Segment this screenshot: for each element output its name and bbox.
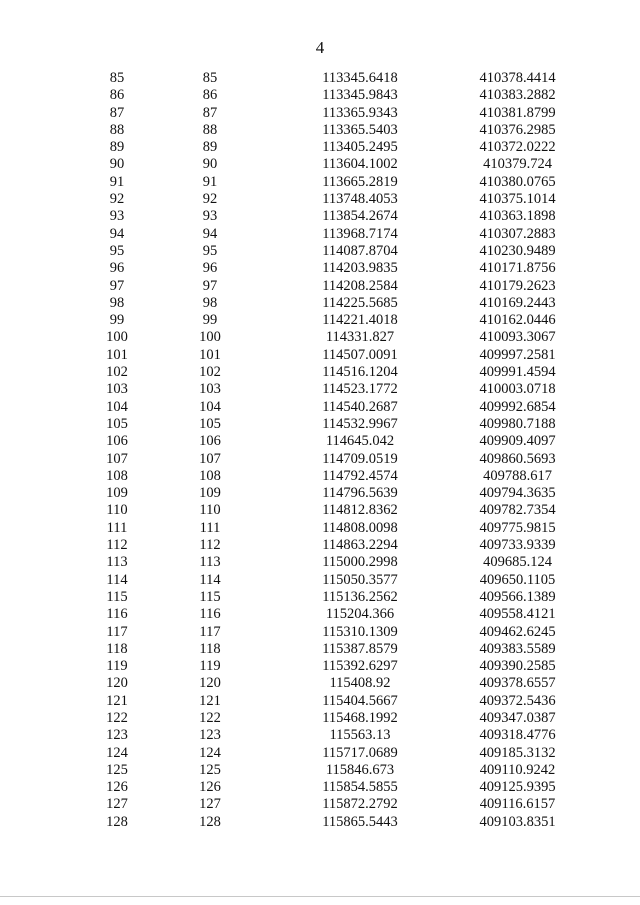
point-number-cell: 128 [106,813,128,830]
table-row [0,105,640,122]
point-number-cell: 99 [109,312,125,329]
table-row [0,312,640,329]
x-coordinate-cell: 114792.4574 [322,467,398,484]
coordinates-table [0,70,640,831]
y-coordinate-cell: 409116.6157 [479,796,556,813]
point-number-cell: 114 [199,571,221,588]
point-number-cell: 118 [199,640,221,657]
x-coordinate-cell: 113748.4053 [322,191,398,208]
x-coordinate-cell: 113365.5403 [322,121,398,138]
point-number-cell: 116 [199,606,221,623]
x-coordinate-cell: 115872.2792 [322,796,398,813]
x-coordinate-cell: 115387.8579 [322,640,398,657]
x-coordinate-cell: 115865.5443 [322,813,398,830]
y-coordinate-cell: 409378.6557 [479,675,556,692]
table-row [0,589,640,606]
y-coordinate-cell: 410363.1898 [479,208,556,225]
point-number-cell: 109 [106,485,128,502]
table-row [0,260,640,277]
x-coordinate-cell: 114516.1204 [322,364,398,381]
y-coordinate-cell: 410378.4414 [479,70,556,86]
point-number-cell: 101 [199,346,221,363]
x-coordinate-cell: 114203.9835 [322,260,398,277]
point-number-cell: 94 [109,225,125,242]
y-coordinate-cell: 410171.8756 [479,260,556,277]
point-number-cell: 123 [106,727,128,744]
point-number-cell: 122 [199,709,221,726]
point-number-cell: 119 [199,658,221,675]
x-coordinate-cell: 113854.2674 [322,208,398,225]
x-coordinate-cell: 114208.2584 [322,277,398,294]
table-row [0,399,640,416]
point-number-cell: 120 [106,675,128,692]
x-coordinate-cell: 113405.2495 [322,139,398,156]
point-number-cell: 96 [109,260,125,277]
table-row [0,278,640,295]
table-row [0,139,640,156]
y-coordinate-cell: 409558.4121 [479,606,556,623]
point-number-cell: 108 [199,467,221,484]
y-coordinate-cell: 409318.4776 [479,727,556,744]
table-row [0,554,640,571]
y-coordinate-cell: 409685.124 [483,554,552,571]
x-coordinate-cell: 115468.1992 [322,709,398,726]
point-number-cell: 107 [106,450,128,467]
point-number-cell: 106 [199,433,221,450]
point-number-cell: 122 [106,709,128,726]
table-row [0,381,640,398]
y-coordinate-cell: 409125.9395 [479,779,556,796]
x-coordinate-cell: 114087.8704 [322,242,398,259]
point-number-cell: 125 [106,761,128,778]
y-coordinate-cell: 410003.0718 [479,381,556,398]
point-number-cell: 93 [202,208,218,225]
x-coordinate-cell: 114225.5685 [322,294,398,311]
point-number-cell: 118 [106,640,128,657]
point-number-cell: 101 [106,346,128,363]
point-number-cell: 95 [202,242,218,259]
x-coordinate-cell: 115408.92 [329,675,391,692]
x-coordinate-cell: 113665.2819 [322,173,398,190]
point-number-cell: 114 [106,571,128,588]
table-row [0,762,640,779]
table-row [0,796,640,813]
y-coordinate-cell: 409860.5693 [479,450,556,467]
point-number-cell: 109 [199,485,221,502]
point-number-cell: 99 [202,312,218,329]
point-number-cell: 102 [106,364,128,381]
y-coordinate-cell: 409782.7354 [479,502,556,519]
point-number-cell: 90 [109,156,125,173]
table-row [0,295,640,312]
table-row [0,243,640,260]
point-number-cell: 96 [202,260,218,277]
point-number-cell: 103 [199,381,221,398]
x-coordinate-cell: 114221.4018 [322,312,398,329]
table-row [0,329,640,346]
table-row [0,451,640,468]
y-coordinate-cell: 409794.3635 [479,485,556,502]
point-number-cell: 95 [109,242,125,259]
y-coordinate-cell: 409383.5589 [479,640,556,657]
table-row [0,520,640,537]
table-row [0,693,640,710]
point-number-cell: 117 [106,623,128,640]
y-coordinate-cell: 410379.724 [483,156,552,173]
y-coordinate-cell: 409980.7188 [479,415,556,432]
point-number-cell: 112 [106,537,128,554]
point-number-cell: 117 [199,623,221,640]
point-number-cell: 87 [202,104,218,121]
point-number-cell: 86 [109,87,125,104]
point-number-cell: 91 [202,173,218,190]
table-row [0,347,640,364]
table-row [0,226,640,243]
y-coordinate-cell: 409650.1105 [479,571,556,588]
y-coordinate-cell: 410375.1014 [479,191,556,208]
point-number-cell: 125 [199,761,221,778]
x-coordinate-cell: 114532.9967 [322,415,398,432]
point-number-cell: 100 [106,329,128,346]
table-row [0,416,640,433]
y-coordinate-cell: 409110.9242 [479,761,556,778]
table-row [0,485,640,502]
point-number-cell: 85 [202,70,218,86]
point-number-cell: 104 [106,398,128,415]
table-row [0,87,640,104]
point-number-cell: 90 [202,156,218,173]
page-bottom-rule [0,896,640,897]
y-coordinate-cell: 409997.2581 [479,346,556,363]
table-row [0,624,640,641]
point-number-cell: 98 [202,294,218,311]
point-number-cell: 85 [109,70,125,86]
x-coordinate-cell: 114507.0091 [322,346,398,363]
point-number-cell: 94 [202,225,218,242]
point-number-cell: 89 [109,139,125,156]
y-coordinate-cell: 409991.4594 [479,364,556,381]
table-row [0,745,640,762]
point-number-cell: 119 [106,658,128,675]
table-row [0,537,640,554]
point-number-cell: 92 [109,191,125,208]
point-number-cell: 127 [106,796,128,813]
table-row [0,606,640,623]
table-row [0,208,640,225]
point-number-cell: 112 [199,537,221,554]
table-row [0,641,640,658]
point-number-cell: 113 [106,554,128,571]
y-coordinate-cell: 409733.9339 [479,537,556,554]
point-number-cell: 107 [199,450,221,467]
x-coordinate-cell: 113345.9843 [322,87,398,104]
x-coordinate-cell: 115717.0689 [322,744,398,761]
x-coordinate-cell: 113345.6418 [322,70,398,86]
x-coordinate-cell: 115846.673 [325,761,395,778]
y-coordinate-cell: 410381.8799 [479,104,556,121]
table-row [0,468,640,485]
point-number-cell: 98 [109,294,125,311]
table-row [0,174,640,191]
table-row [0,814,640,831]
y-coordinate-cell: 409347.0387 [479,709,556,726]
x-coordinate-cell: 114812.8362 [322,502,398,519]
table-row [0,658,640,675]
x-coordinate-cell: 114540.2687 [322,398,398,415]
x-coordinate-cell: 114808.0098 [322,519,398,536]
point-number-cell: 87 [109,104,125,121]
y-coordinate-cell: 409103.8351 [479,813,556,830]
y-coordinate-cell: 410169.2443 [479,294,556,311]
point-number-cell: 126 [199,779,221,796]
x-coordinate-cell: 115136.2562 [322,588,398,605]
y-coordinate-cell: 409909.4097 [479,433,556,450]
point-number-cell: 120 [199,675,221,692]
y-coordinate-cell: 410307.2883 [479,225,556,242]
x-coordinate-cell: 115404.5667 [322,692,398,709]
table-row [0,779,640,796]
y-coordinate-cell: 410376.2985 [479,121,556,138]
point-number-cell: 110 [199,502,221,519]
table-row [0,727,640,744]
table-row [0,156,640,173]
x-coordinate-cell: 113604.1002 [322,156,398,173]
table-row [0,122,640,139]
table-row [0,675,640,692]
x-coordinate-cell: 115000.2998 [322,554,398,571]
y-coordinate-cell: 409372.5436 [479,692,556,709]
table-row [0,710,640,727]
point-number-cell: 121 [106,692,128,709]
table-row [0,364,640,381]
x-coordinate-cell: 113365.9343 [322,104,398,121]
point-number-cell: 89 [202,139,218,156]
point-number-cell: 113 [199,554,221,571]
point-number-cell: 111 [106,519,128,536]
point-number-cell: 127 [199,796,221,813]
y-coordinate-cell: 409992.6854 [479,398,556,415]
page-number: 4 [315,38,325,57]
point-number-cell: 115 [199,588,221,605]
y-coordinate-cell: 410372.0222 [479,139,556,156]
y-coordinate-cell: 409566.1389 [479,588,556,605]
point-number-cell: 100 [199,329,221,346]
x-coordinate-cell: 114331.827 [325,329,395,346]
point-number-cell: 91 [109,173,125,190]
point-number-cell: 116 [106,606,128,623]
point-number-cell: 121 [199,692,221,709]
table-row [0,433,640,450]
x-coordinate-cell: 114796.5639 [322,485,398,502]
point-number-cell: 126 [106,779,128,796]
y-coordinate-cell: 410230.9489 [479,242,556,259]
point-number-cell: 86 [202,87,218,104]
x-coordinate-cell: 115050.3577 [322,571,398,588]
x-coordinate-cell: 114863.2294 [322,537,398,554]
point-number-cell: 103 [106,381,128,398]
y-coordinate-cell: 410093.3067 [479,329,556,346]
x-coordinate-cell: 114523.1772 [322,381,398,398]
point-number-cell: 105 [199,415,221,432]
y-coordinate-cell: 410380.0765 [479,173,556,190]
point-number-cell: 106 [106,433,128,450]
point-number-cell: 97 [202,277,218,294]
y-coordinate-cell: 409462.6245 [479,623,556,640]
table-row [0,502,640,519]
point-number-cell: 128 [199,813,221,830]
point-number-cell: 105 [106,415,128,432]
point-number-cell: 123 [199,727,221,744]
point-number-cell: 92 [202,191,218,208]
x-coordinate-cell: 114709.0519 [322,450,398,467]
y-coordinate-cell: 410383.2882 [479,87,556,104]
x-coordinate-cell: 115310.1309 [322,623,398,640]
y-coordinate-cell: 410162.0446 [479,312,556,329]
point-number-cell: 124 [106,744,128,761]
point-number-cell: 104 [199,398,221,415]
x-coordinate-cell: 114645.042 [325,433,395,450]
y-coordinate-cell: 409788.617 [483,467,552,484]
x-coordinate-cell: 115563.13 [329,727,391,744]
y-coordinate-cell: 410179.2623 [479,277,556,294]
y-coordinate-cell: 409185.3132 [479,744,556,761]
x-coordinate-cell: 115392.6297 [322,658,398,675]
point-number-cell: 124 [199,744,221,761]
point-number-cell: 88 [202,121,218,138]
point-number-cell: 88 [109,121,125,138]
point-number-cell: 97 [109,277,125,294]
point-number-cell: 93 [109,208,125,225]
point-number-cell: 108 [106,467,128,484]
point-number-cell: 115 [106,588,128,605]
point-number-cell: 111 [199,519,221,536]
x-coordinate-cell: 113968.7174 [322,225,398,242]
table-row [0,70,640,87]
table-row [0,191,640,208]
y-coordinate-cell: 409390.2585 [479,658,556,675]
point-number-cell: 110 [106,502,128,519]
point-number-cell: 102 [199,364,221,381]
x-coordinate-cell: 115854.5855 [322,779,398,796]
table-row [0,572,640,589]
x-coordinate-cell: 115204.366 [325,606,395,623]
y-coordinate-cell: 409775.9815 [479,519,556,536]
